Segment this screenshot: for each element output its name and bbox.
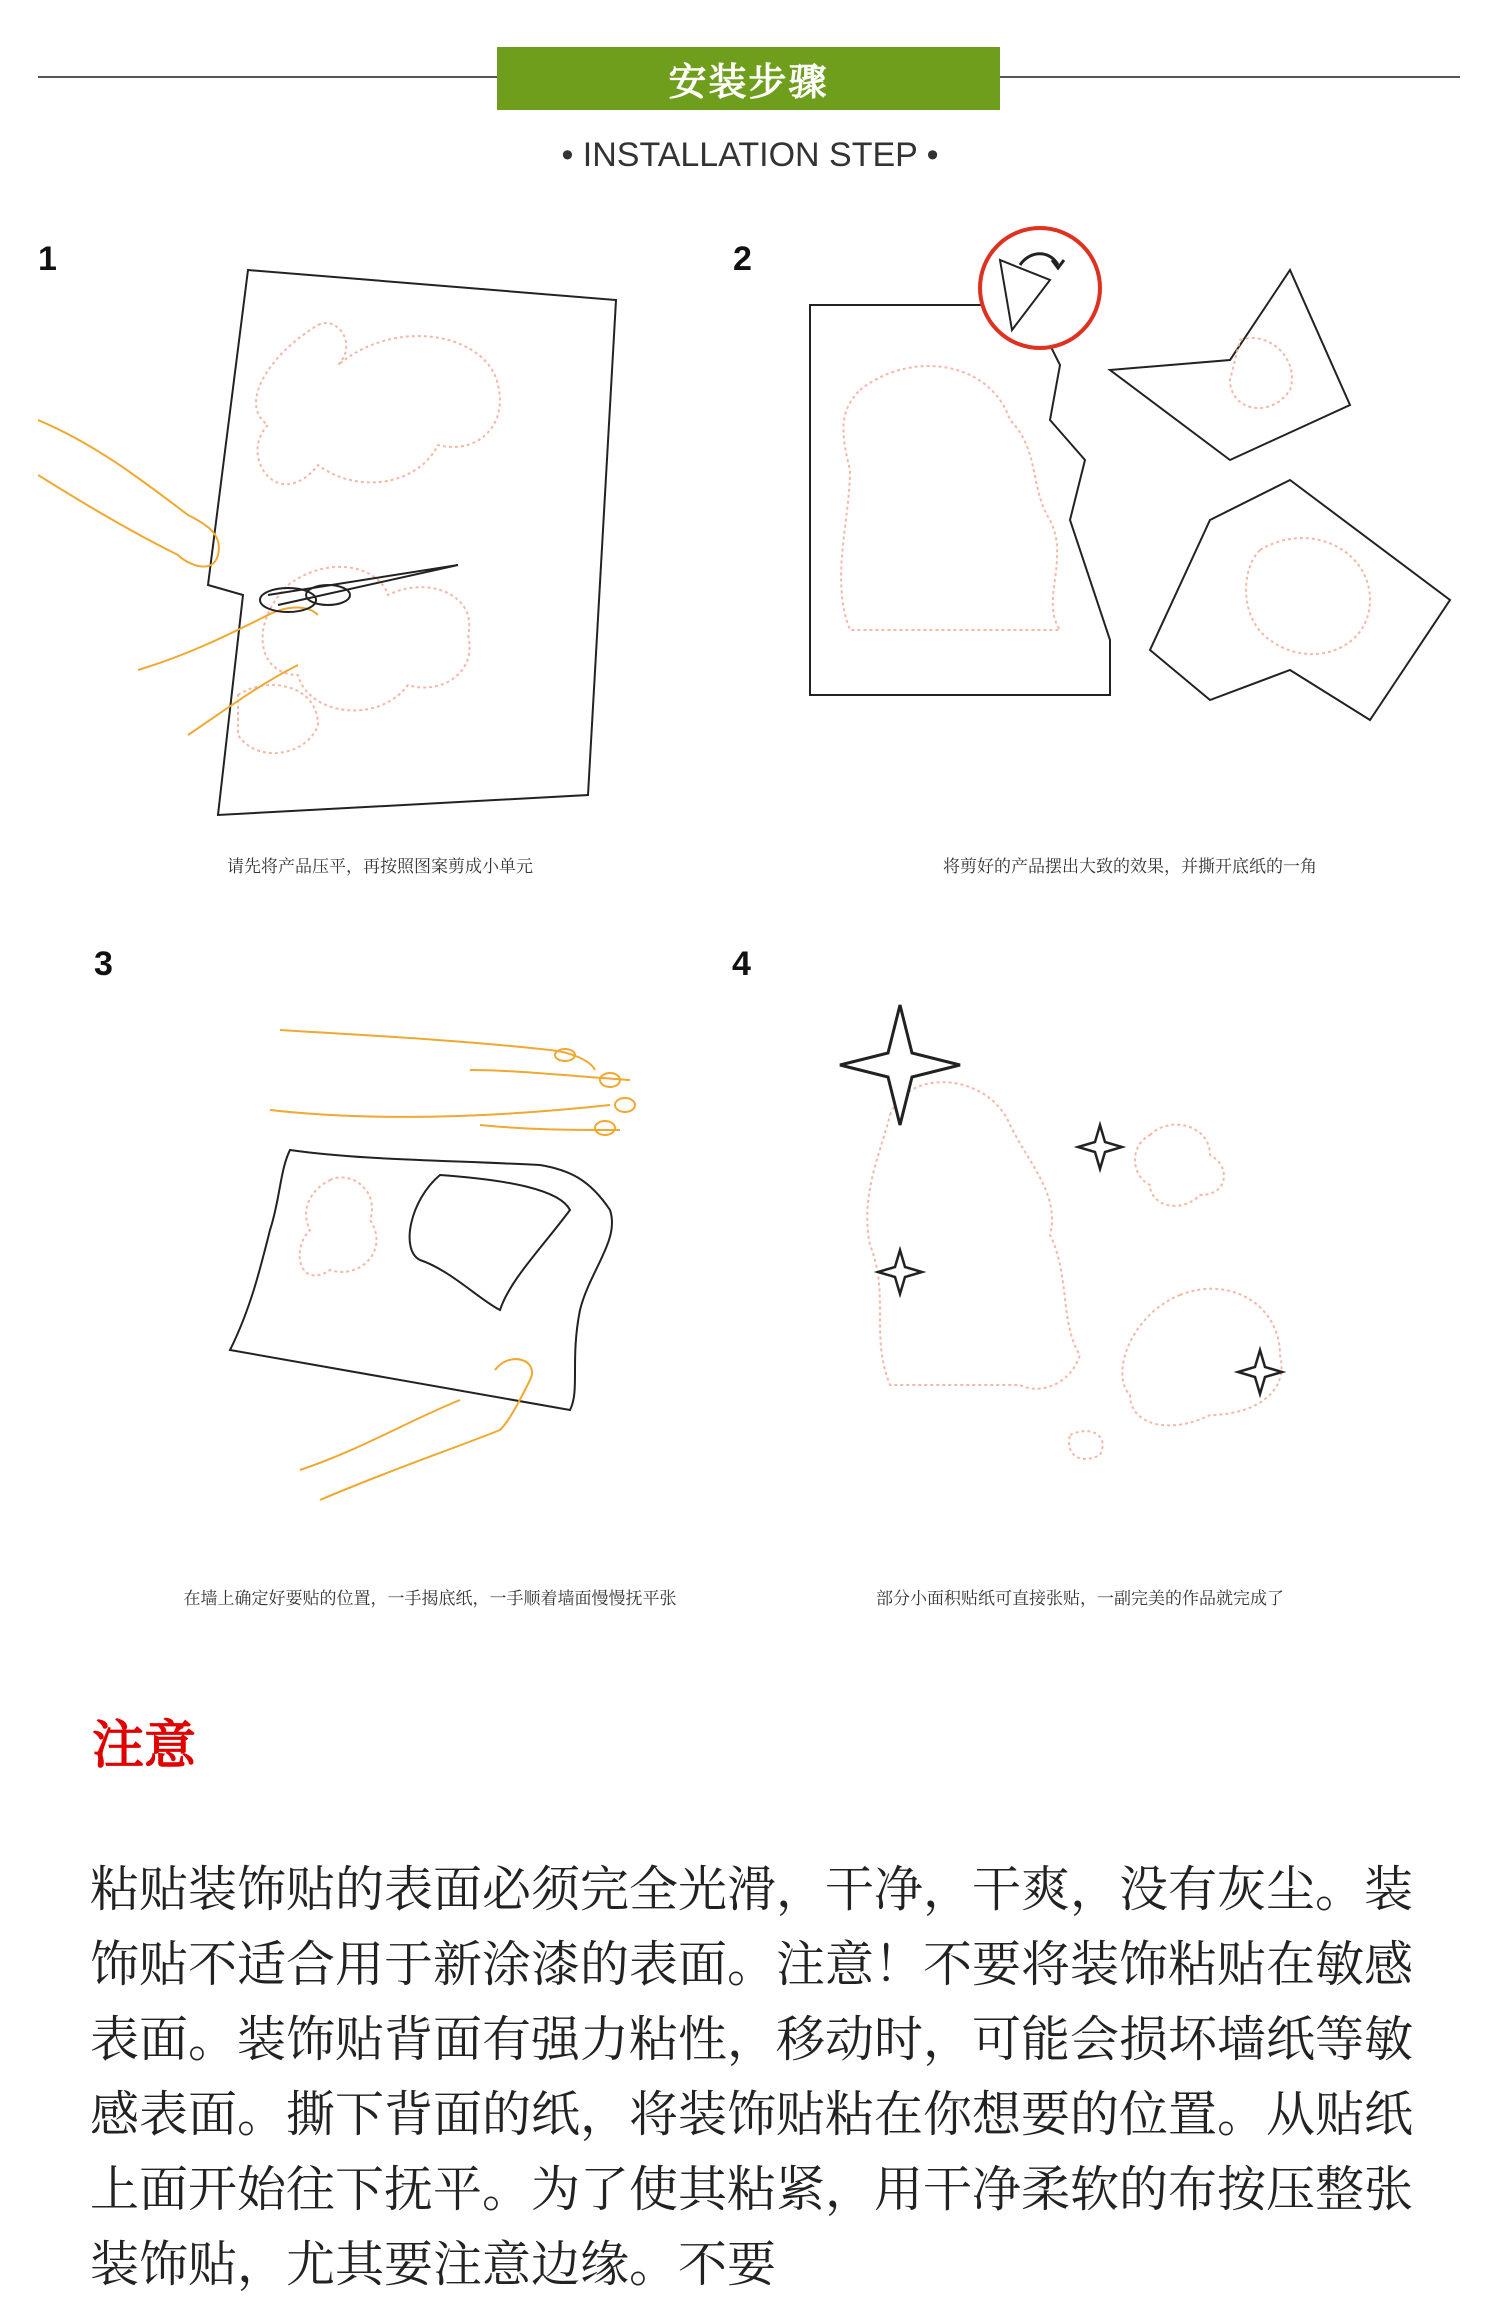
step-2-number: 2 [733,240,752,278]
section-title: 安装步骤 [497,47,1000,110]
step-3-number: 3 [94,945,113,983]
notice-body: 粘贴装饰贴的表面必须完全光滑，干净，干爽，没有灰尘。装饰贴不适合用于新涂漆的表面。注意！不要将装饰粘贴在敏感表面。装饰贴背面有强力粘性，移动时，可能会损坏墙纸等敏感表面。撕下背面的纸，将装饰贴粘在你想要的位置。从贴纸上面开始往下抚平。为了使其粘紧，用干净柔软的布按压整张装饰贴，尤其要注意边缘。不要 [90,1861,1414,2293]
step-3-caption: 在墙上确定好要贴的位置，一手揭底纸，一手顺着墙面慢慢抚平张 [183,1589,677,1609]
step-4-number: 4 [732,945,751,983]
step-4-caption: 部分小面积贴纸可直接张贴，一副完美的作品就完成了 [876,1589,1284,1609]
step-3-illustration [210,1010,680,1520]
step-2-caption: 将剪好的产品摆出大致的效果，并撕开底纸的一角 [943,857,1317,877]
notice-title: 注意 [92,1716,197,1776]
step-2-illustration [790,220,1470,780]
step-1-illustration [38,255,678,835]
step-1-caption: 请先将产品压平，再按照图案剪成小单元 [227,857,533,877]
section-subtitle: • INSTALLATION STEP • [561,136,939,174]
header-rule-left [38,76,498,78]
header-rule-right [1000,76,1460,78]
step-1-number: 1 [38,240,57,278]
step-4-illustration [830,995,1310,1515]
